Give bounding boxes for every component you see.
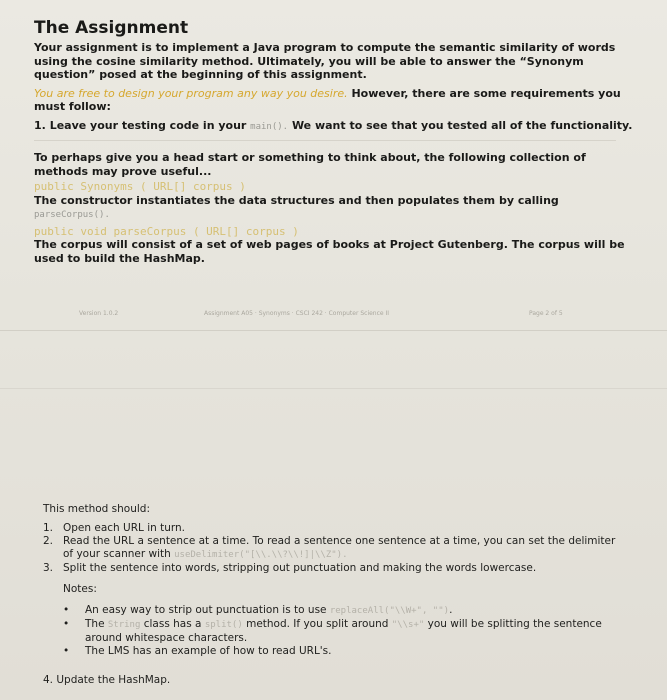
note-3 [63, 645, 623, 658]
free-design-text: You are free to design your program any way you desire. [34, 86, 348, 100]
footer-course: Assignment A05 · Synonyms · CSCI 242 · Computer Science II [204, 310, 390, 317]
whitespace-regex-code: "\\s+" [391, 620, 425, 630]
page-title: The Assignment [34, 18, 189, 38]
note-2-pre: The [85, 618, 108, 630]
step-number: 2. [43, 535, 54, 547]
note-1 [63, 604, 623, 618]
page-divider [0, 388, 667, 389]
page-break-line [0, 330, 667, 331]
parse-corpus-description: The corpus will consist of a set of web pages of books at Project Gutenberg. The corpus will be used to build the HashMap. [34, 238, 625, 265]
requirement-1-post: We want to see that you tested all of the functionality. [288, 118, 633, 132]
step-number: 3. [43, 562, 54, 574]
note-2-post2: you will be splitting the sentence around whitespace characters. [85, 618, 602, 644]
constructor-description [34, 194, 634, 223]
parse-corpus-code: parseCorpus(). [34, 210, 110, 220]
method-step-1 [43, 522, 623, 535]
step-text: Split the sentence into words, stripping out punctuation and making the words lowercase. [63, 562, 537, 574]
parse-corpus-sig-code: public void parseCorpus ( URL[] corpus ) [34, 224, 299, 238]
intro-paragraph: Your assignment is to implement a Java program to compute the semantic similarity of words using the cosine similarity method. Ultimately, you will be able to answer the “Synonym question” posed at the beginning of this assignment. [34, 41, 616, 81]
headstart-paragraph: To perhaps give you a head start or something to think about, the following collection of methods may prove useful... [34, 151, 586, 178]
requirements-paragraph [34, 87, 634, 114]
note-3-text: The LMS has an example of how to read URL's. [85, 645, 332, 657]
method-intro: This method should: [43, 503, 151, 515]
step-2-text: Read the URL a sentence at a time. To read a sentence one sentence at a time, you can set the delimiter of your scanner with [63, 535, 616, 560]
note-2-post: method. If you split around [242, 618, 392, 630]
string-code: String [107, 620, 141, 630]
method-step-4: 4. Update the HashMap. [43, 674, 171, 686]
split-code: split() [204, 620, 243, 630]
requirement-1-text: Leave your testing code in your [49, 118, 251, 132]
bullet-icon: • [63, 645, 70, 657]
method-step-3 [43, 562, 623, 575]
note-2 [63, 618, 623, 645]
requirements-text: However, there are some requirements you must follow: [34, 86, 621, 113]
parse-corpus-signature [34, 225, 634, 239]
requirement-1 [34, 119, 634, 135]
note-text [85, 604, 452, 618]
footer-version: Version 1.0.2 [79, 310, 119, 317]
replace-all-code: replaceAll("\\W+", "") [329, 606, 450, 616]
note-text [85, 618, 623, 645]
note-1-text: An easy way to strip out punctuation is to use [85, 604, 330, 616]
use-delimiter-code: useDelimiter("[\\.\\?\\!]|\\Z"). [174, 550, 348, 560]
step-text: Open each URL in turn. [63, 522, 186, 534]
method-section [43, 503, 623, 687]
bullet-icon: • [63, 604, 70, 616]
method-steps [43, 522, 623, 575]
method-step-2 [43, 535, 623, 562]
footer-page-number: Page 2 of 5 [529, 310, 563, 317]
notes-label: Notes: [63, 583, 97, 595]
bullet-icon: • [63, 618, 70, 630]
constructor-signature [34, 180, 634, 194]
constructor-code: public Synonyms ( URL[] corpus ) [34, 180, 246, 193]
requirement-1-number: 1. [34, 118, 46, 132]
main-code: main(). [250, 121, 289, 132]
step-text [63, 535, 623, 562]
note-2-mid: class has a [140, 618, 205, 630]
step-number: 1. [43, 522, 54, 534]
assignment-section [34, 18, 634, 265]
note-1-post: . [449, 604, 453, 616]
constructor-desc-text: The constructor instantiates the data structures and then populates them by calling [34, 193, 559, 207]
